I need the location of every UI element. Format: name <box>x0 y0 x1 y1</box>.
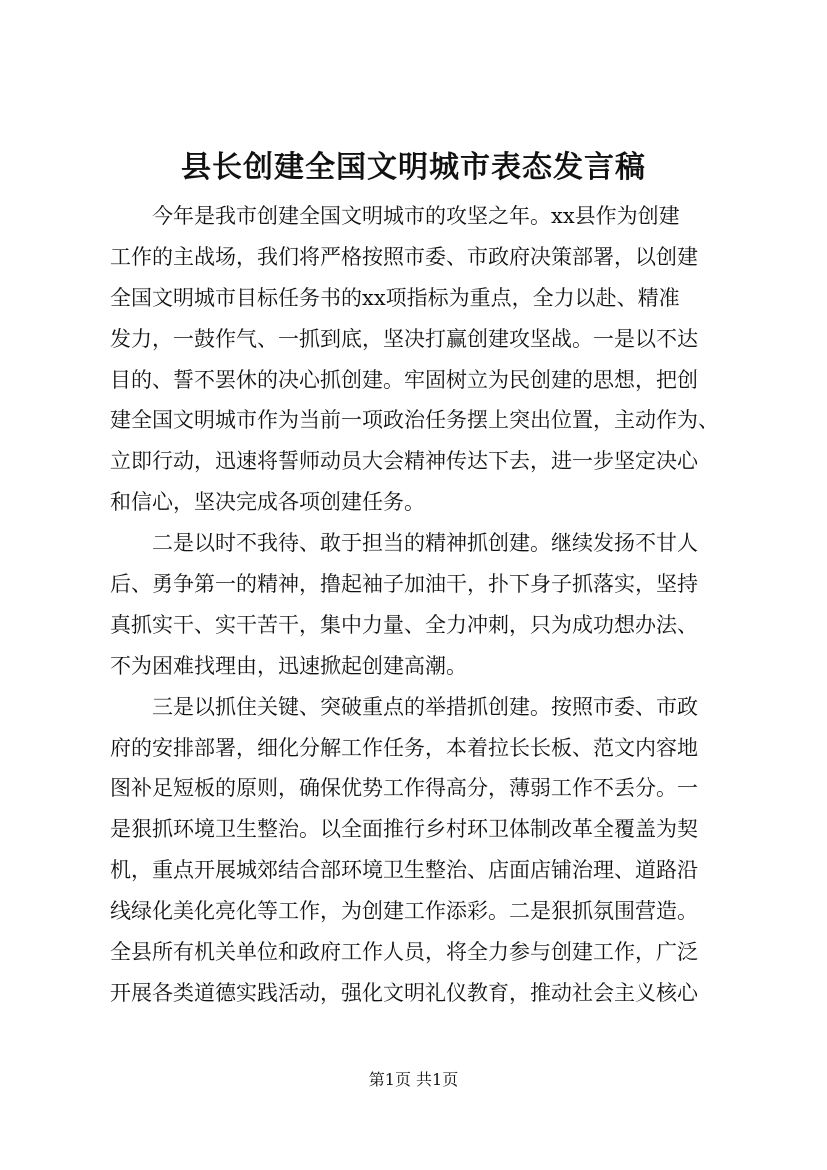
paragraph-line: 是狠抓环境卫生整治。以全面推行乡村环卫体制改革全覆盖为契 <box>110 817 698 842</box>
document-body <box>110 196 740 1014</box>
paragraph-line: 建全国文明城市作为当前一项政治任务摆上突出位置，主动作为、 <box>110 408 719 433</box>
paragraph-line: 开展各类道德实践活动，强化文明礼仪教育，推动社会主义核心 <box>110 980 698 1005</box>
paragraph-line: 全国文明城市目标任务书的xx项指标为重点，全力以赴、精准 <box>110 285 680 310</box>
paragraph-line: 全县所有机关单位和政府工作人员，将全力参与创建工作，广泛 <box>110 940 698 965</box>
paragraph-line: 图补足短板的原则，确保优势工作得高分，薄弱工作不丢分。一 <box>110 776 698 801</box>
paragraph-line: 三是以抓住关键、突破重点的举措抓创建。按照市委、市政 <box>152 694 698 719</box>
paragraph-line: 府的安排部署，细化分解工作任务，本着拉长长板、范文内容地 <box>110 735 698 760</box>
page-number-footer: 第1页 共1页 <box>368 1070 459 1089</box>
document-title: 县长创建全国文明城市表态发言稿 <box>181 150 646 185</box>
paragraph-line: 立即行动，迅速将誓师动员大会精神传达下去，进一步坚定决心 <box>110 449 698 474</box>
paragraph-1 <box>110 196 740 523</box>
paragraph-line: 发力，一鼓作气、一抓到底，坚决打赢创建攻坚战。一是以不达 <box>110 326 698 351</box>
paragraph-line: 工作的主战场，我们将严格按照市委、市政府决策部署，以创建 <box>110 244 698 269</box>
paragraph-3 <box>110 687 740 1014</box>
paragraph-line: 二是以时不我待、敢于担当的精神抓创建。继续发扬不甘人 <box>152 531 698 556</box>
paragraph-2 <box>110 523 740 687</box>
paragraph-line: 真抓实干、实干苦干，集中力量、全力冲刺，只为成功想办法、 <box>110 612 698 637</box>
paragraph-line: 和信心，坚决完成各项创建任务。 <box>110 490 425 515</box>
paragraph-line: 线绿化美化亮化等工作，为创建工作添彩。二是狠抓氛围营造。 <box>110 899 698 924</box>
paragraph-line: 目的、誓不罢休的决心抓创建。牢固树立为民创建的思想，把创 <box>110 367 698 392</box>
paragraph-line: 后、勇争第一的精神，撸起袖子加油干，扑下身子抓落实，坚持 <box>110 572 698 597</box>
paragraph-line: 今年是我市创建全国文明城市的攻坚之年。xx县作为创建 <box>152 204 680 228</box>
paragraph-line: 不为困难找理由，迅速掀起创建高潮。 <box>110 653 467 678</box>
paragraph-line: 机，重点开展城郊结合部环境卫生整治、店面店铺治理、道路沿 <box>110 858 698 883</box>
